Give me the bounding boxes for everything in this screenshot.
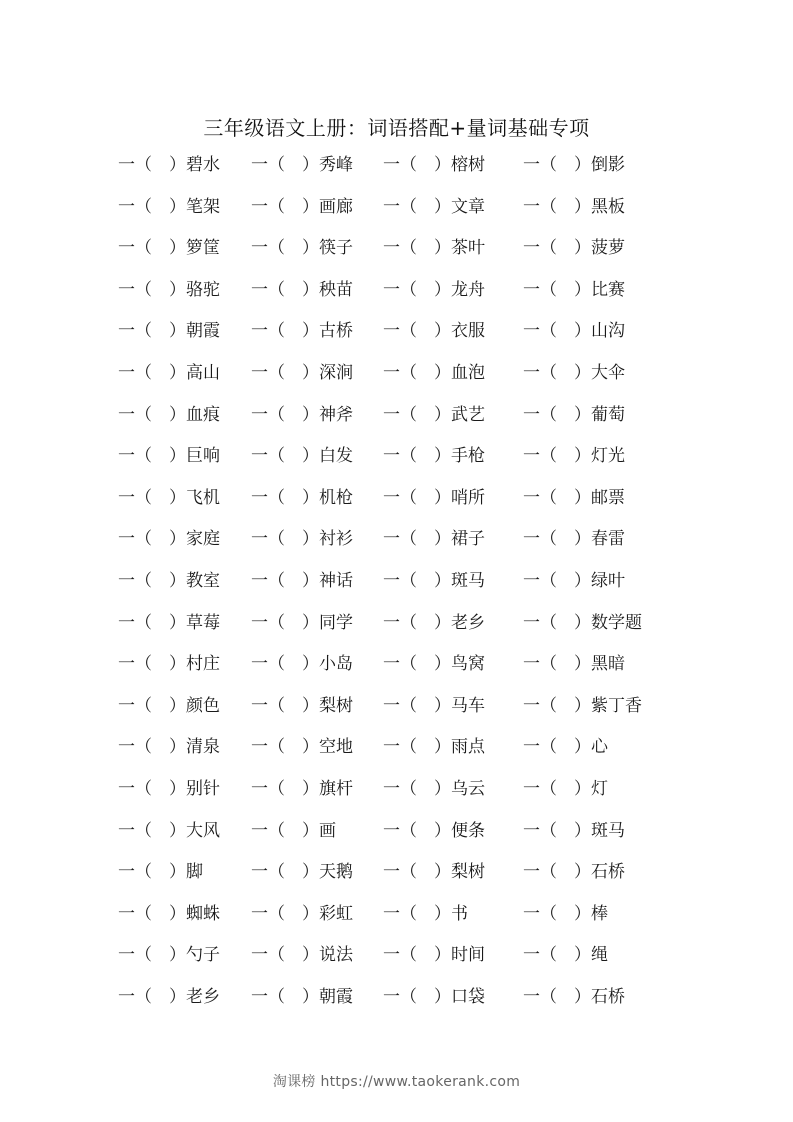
exercise-item: 一（ ）神话 bbox=[251, 570, 353, 591]
exercise-item: 一（ ）神斧 bbox=[251, 404, 353, 425]
exercise-item: 一（ ）文章 bbox=[383, 196, 485, 217]
exercise-item: 一（ ）筷子 bbox=[251, 238, 353, 259]
page-title: 三年级语文上册：词语搭配+量词基础专项 bbox=[203, 116, 590, 140]
exercise-item: 一（ ）勺子 bbox=[118, 945, 220, 966]
exercise-item: 一（ ）小岛 bbox=[251, 654, 353, 675]
exercise-item: 一（ ）石桥 bbox=[523, 986, 625, 1007]
exercise-row bbox=[118, 150, 698, 192]
exercise-item: 一（ ）别针 bbox=[118, 778, 220, 799]
exercise-item: 一（ ）深涧 bbox=[251, 362, 353, 383]
exercise-item: 一（ ）梨树 bbox=[251, 695, 353, 716]
exercise-item: 一（ ）马车 bbox=[383, 695, 485, 716]
exercise-item: 一（ ）春雷 bbox=[523, 529, 625, 550]
exercise-item: 一（ ）朝霞 bbox=[118, 321, 220, 342]
exercise-item: 一（ ）衬衫 bbox=[251, 529, 353, 550]
exercise-row bbox=[118, 483, 698, 525]
exercise-row bbox=[118, 566, 698, 608]
exercise-item: 一（ ）葡萄 bbox=[523, 404, 625, 425]
exercise-item: 一（ ）血泡 bbox=[383, 362, 485, 383]
footer-watermark: 淘课榜 https://www.taokerank.com bbox=[272, 1074, 521, 1090]
exercise-row bbox=[118, 400, 698, 442]
exercise-row bbox=[118, 774, 698, 816]
exercise-item: 一（ ）老乡 bbox=[118, 986, 220, 1007]
exercise-item: 一（ ）便条 bbox=[383, 820, 485, 841]
exercise-item: 一（ ）飞机 bbox=[118, 487, 220, 508]
exercise-item: 一（ ）大伞 bbox=[523, 362, 625, 383]
exercise-item: 一（ ）秀峰 bbox=[251, 155, 353, 175]
exercise-row bbox=[118, 982, 698, 1024]
exercise-item: 一（ ）鸟窝 bbox=[383, 654, 485, 675]
exercise-row bbox=[118, 940, 698, 982]
exercise-item: 一（ ）灯光 bbox=[523, 446, 625, 467]
exercise-item: 一（ ）天鹅 bbox=[251, 862, 353, 883]
exercise-item: 一（ ）山沟 bbox=[523, 321, 625, 342]
exercise-row bbox=[118, 649, 698, 691]
exercise-item: 一（ ）教室 bbox=[118, 570, 220, 591]
exercise-item: 一（ ）同学 bbox=[251, 612, 353, 633]
exercise-item: 一（ ）绿叶 bbox=[523, 570, 625, 591]
exercise-item: 一（ ）画 bbox=[251, 820, 336, 841]
exercise-item: 一（ ）颜色 bbox=[118, 695, 220, 716]
exercise-item: 一（ ）紫丁香 bbox=[523, 695, 642, 716]
exercise-row bbox=[118, 358, 698, 400]
exercise-item: 一（ ）黑板 bbox=[523, 196, 625, 217]
exercise-item: 一（ ）笔架 bbox=[118, 196, 220, 217]
exercise-item: 一（ ）灯 bbox=[523, 778, 608, 799]
exercise-row bbox=[118, 816, 698, 858]
exercise-item: 一（ ）大风 bbox=[118, 820, 220, 841]
exercise-item: 一（ ）黑暗 bbox=[523, 654, 625, 675]
exercise-item: 一（ ）白发 bbox=[251, 446, 353, 467]
exercise-row bbox=[118, 275, 698, 317]
exercise-item: 一（ ）朝霞 bbox=[251, 986, 353, 1007]
exercise-item: 一（ ）手枪 bbox=[383, 446, 485, 467]
exercise-row bbox=[118, 441, 698, 483]
exercise-item: 一（ ）雨点 bbox=[383, 737, 485, 758]
exercise-item: 一（ ）清泉 bbox=[118, 737, 220, 758]
exercise-item: 一（ ）书 bbox=[383, 903, 468, 924]
exercise-item: 一（ ）时间 bbox=[383, 945, 485, 966]
exercise-row bbox=[118, 732, 698, 774]
exercise-item: 一（ ）梨树 bbox=[383, 862, 485, 883]
exercise-item: 一（ ）巨响 bbox=[118, 446, 220, 467]
exercise-item: 一（ ）脚 bbox=[118, 862, 203, 883]
exercise-item: 一（ ）血痕 bbox=[118, 404, 220, 425]
exercise-item: 一（ ）乌云 bbox=[383, 778, 485, 799]
exercise-item: 一（ ）斑马 bbox=[523, 820, 625, 841]
exercise-item: 一（ ）斑马 bbox=[383, 570, 485, 591]
exercise-row bbox=[118, 899, 698, 941]
exercise-row bbox=[118, 233, 698, 275]
exercise-row bbox=[118, 608, 698, 650]
exercise-item: 一（ ）蜘蛛 bbox=[118, 903, 220, 924]
exercise-item: 一（ ）绳 bbox=[523, 945, 608, 966]
exercise-item: 一（ ）老乡 bbox=[383, 612, 485, 633]
exercise-item: 一（ ）箩筐 bbox=[118, 238, 220, 259]
exercise-item: 一（ ）裙子 bbox=[383, 529, 485, 550]
exercise-item: 一（ ）碧水 bbox=[118, 155, 220, 175]
exercise-item: 一（ ）石桥 bbox=[523, 862, 625, 883]
exercise-item: 一（ ）衣服 bbox=[383, 321, 485, 342]
exercise-item: 一（ ）茶叶 bbox=[383, 238, 485, 259]
exercise-row bbox=[118, 691, 698, 733]
exercise-item: 一（ ）骆驼 bbox=[118, 279, 220, 300]
exercise-row bbox=[118, 316, 698, 358]
exercise-item: 一（ ）古桥 bbox=[251, 321, 353, 342]
exercise-item: 一（ ）彩虹 bbox=[251, 903, 353, 924]
exercise-item: 一（ ）草莓 bbox=[118, 612, 220, 633]
exercise-item: 一（ ）心 bbox=[523, 737, 608, 758]
exercise-item: 一（ ）倒影 bbox=[523, 155, 625, 175]
exercise-row bbox=[118, 192, 698, 234]
exercise-item: 一（ ）榕树 bbox=[383, 155, 485, 175]
exercise-item: 一（ ）说法 bbox=[251, 945, 353, 966]
exercise-item: 一（ ）口袋 bbox=[383, 986, 485, 1007]
exercise-item: 一（ ）棒 bbox=[523, 903, 608, 924]
exercise-row bbox=[118, 857, 698, 899]
exercise-item: 一（ ）高山 bbox=[118, 362, 220, 383]
exercise-item: 一（ ）邮票 bbox=[523, 487, 625, 508]
exercise-item: 一（ ）画廊 bbox=[251, 196, 353, 217]
exercise-item: 一（ ）村庄 bbox=[118, 654, 220, 675]
exercise-item: 一（ ）武艺 bbox=[383, 404, 485, 425]
exercise-item: 一（ ）空地 bbox=[251, 737, 353, 758]
exercise-item: 一（ ）秧苗 bbox=[251, 279, 353, 300]
exercise-item: 一（ ）龙舟 bbox=[383, 279, 485, 300]
exercise-list bbox=[118, 150, 698, 1023]
exercise-row bbox=[118, 524, 698, 566]
exercise-item: 一（ ）旗杆 bbox=[251, 778, 353, 799]
exercise-item: 一（ ）数学题 bbox=[523, 612, 642, 633]
exercise-item: 一（ ）比赛 bbox=[523, 279, 625, 300]
exercise-item: 一（ ）家庭 bbox=[118, 529, 220, 550]
exercise-item: 一（ ）菠萝 bbox=[523, 238, 625, 259]
exercise-item: 一（ ）机枪 bbox=[251, 487, 353, 508]
exercise-item: 一（ ）哨所 bbox=[383, 487, 485, 508]
